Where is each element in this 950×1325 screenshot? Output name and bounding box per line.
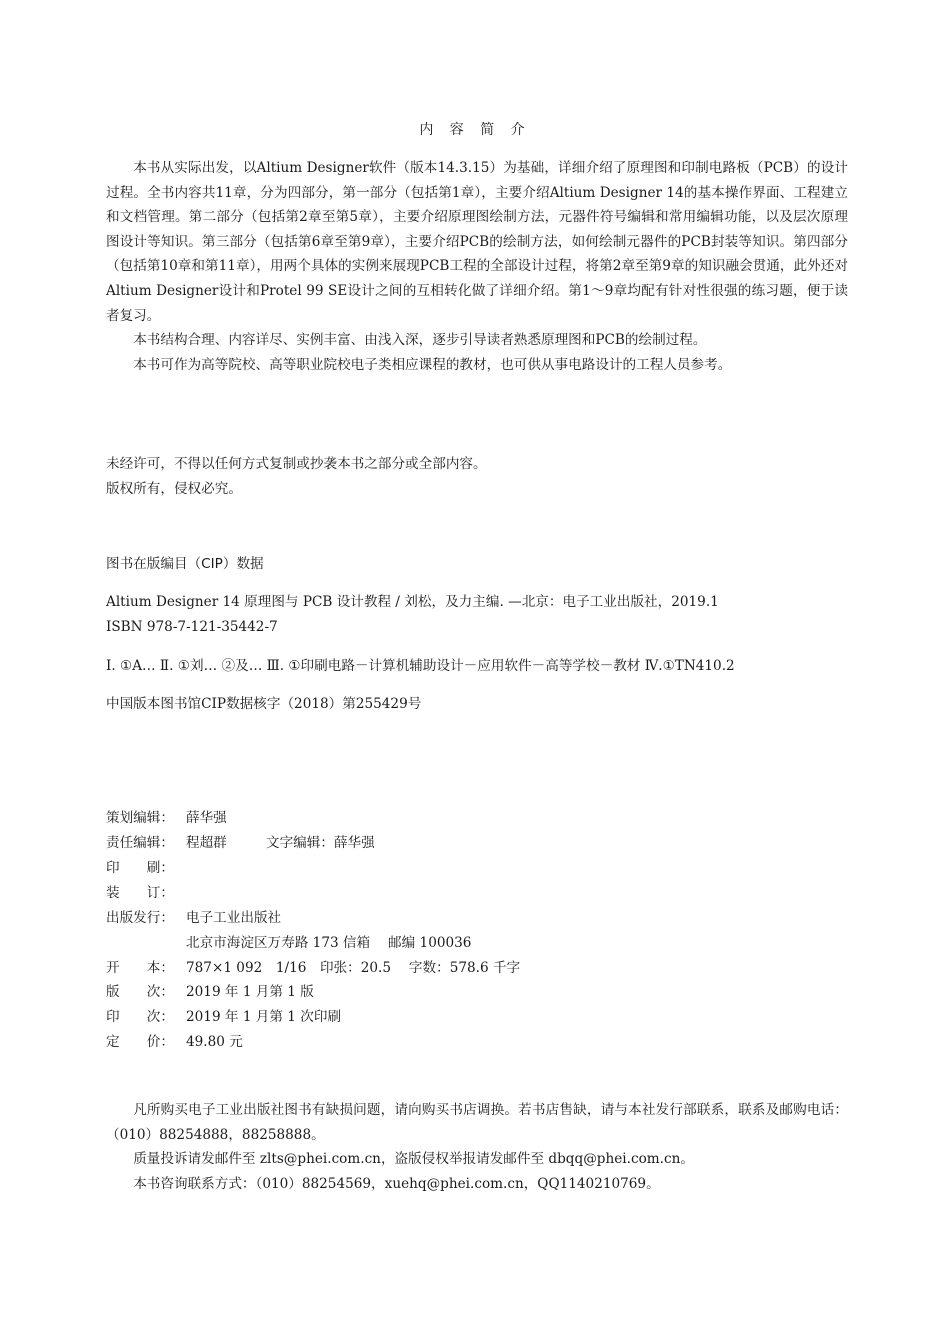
closing-paragraph: 质量投诉请发邮件至 zlts@phei.com.cn，盗版侵权举报请发邮件至 dbqq@phei.com.cn。	[133, 1151, 694, 1168]
copyright-line: 未经许可，不得以任何方式复制或抄袭本书之部分或全部内容。	[106, 456, 487, 472]
copyright-notice	[106, 452, 487, 502]
imprint-value: 2019 年 1 月第 1 次印刷	[186, 1009, 342, 1025]
imprint-binding	[106, 881, 186, 901]
copyright-line: 版权所有，侵权必究。	[106, 481, 242, 497]
imprint-responsible-editor	[106, 831, 375, 851]
imprint-value: 2019 年 1 月第 1 版	[186, 984, 314, 1000]
imprint-printing	[106, 856, 186, 876]
closing-notes	[106, 1098, 848, 1196]
imprint-label: 印 刷：	[106, 860, 174, 876]
intro-body	[106, 156, 848, 377]
imprint-price	[106, 1030, 243, 1050]
cip-heading: 图书在版编目（CIP）数据	[106, 556, 264, 572]
cip-classification: Ⅰ. ①A… Ⅱ. ①刘… ②及… Ⅲ. ①印刷电路－计算机辅助设计－应用软件－高等学校－教材 Ⅳ.①TN410.2	[106, 658, 735, 674]
closing-paragraph: 本书咨询联系方式：（010）88254569，xuehq@phei.com.cn，QQ1140210769。	[133, 1175, 660, 1192]
imprint-planning-editor	[106, 806, 227, 826]
closing-paragraph: 凡所购买电子工业出版社图书有缺损问题，请向购买书店调换。若书店售缺，请与本社发行部联系，联系及邮购电话：（010）88254888，88258888。	[106, 1102, 848, 1143]
imprint-edition	[106, 980, 314, 1000]
imprint-value: 49.80 元	[186, 1034, 243, 1050]
imprint-value: 薛华强	[186, 810, 227, 826]
imprint-label: 印 次：	[106, 1009, 174, 1025]
intro-title: 内 容 简 介	[419, 122, 531, 138]
intro-paragraph: 本书可作为高等院校、高等职业院校电子类相应课程的教材，也可供从事电路设计的工程人员参考。	[133, 356, 732, 373]
imprint-label: 文字编辑：	[266, 835, 334, 851]
imprint-label: 策划编辑：	[106, 810, 174, 826]
imprint-format	[106, 956, 520, 976]
imprint-label: 出版发行：	[106, 910, 174, 926]
imprint-label: 装 订：	[106, 885, 174, 901]
intro-paragraph: 本书从实际出发，以Altium Designer软件（版本14.3.15）为基础，详细介绍了原理图和印制电路板（PCB）的设计过程。全书内容共11章，分为四部分，第一部分（包括第1章），主要介绍Altium Designer 14的基本操作界面、工程建立和文档管理。第二部分（包括第2章至第5章），主要介绍原理图绘制方法，元器件符号编辑和常用编辑功能，以及层次原理图设计等知识。第三部分（包括第6章至第9章），主要介绍PCB的绘制方法，如何绘制元器件的PCB封装等知识。第四部分（包括第10章和第11章），用两个具体的实例来展现PCB工程的全部设计过程，将第2章至第9章的知识融会贯通，此外还对Altium Designer设计和Protel 99 SE设计之间的互相转化做了详细介绍。第1～9章均配有针对性很强的练习题，便于读者复习。	[106, 160, 848, 324]
imprint-value: 电子工业出版社	[186, 910, 282, 926]
imprint-label: 责任编辑：	[106, 835, 174, 851]
imprint-impression	[106, 1005, 341, 1025]
imprint-value: 程超群	[186, 835, 227, 851]
imprint-value: 薛华强	[333, 835, 375, 851]
cip-record: Altium Designer 14 原理图与 PCB 设计教程 / 刘松，及力主编. —北京：电子工业出版社，2019.1	[106, 594, 719, 610]
imprint-label: 开 本：	[106, 960, 174, 976]
imprint-value: 787×1 092 1/16 印张：20.5 字数：578.6 千字	[186, 960, 521, 976]
cip-data-number: 中国版本图书馆CIP数据核字（2018）第255429号	[106, 696, 422, 712]
imprint-publisher	[106, 906, 281, 926]
imprint-address	[106, 931, 471, 951]
imprint-label: 版 次：	[106, 984, 174, 1000]
imprint-label: 定 价：	[106, 1034, 174, 1050]
intro-paragraph: 本书结构合理、内容详尽、实例丰富、由浅入深，逐步引导读者熟悉原理图和PCB的绘制过程。	[133, 332, 707, 349]
cip-isbn: ISBN 978-7-121-35442-7	[106, 619, 278, 635]
imprint-value: 北京市海淀区万寿路 173 信箱 邮编 100036	[186, 935, 472, 951]
